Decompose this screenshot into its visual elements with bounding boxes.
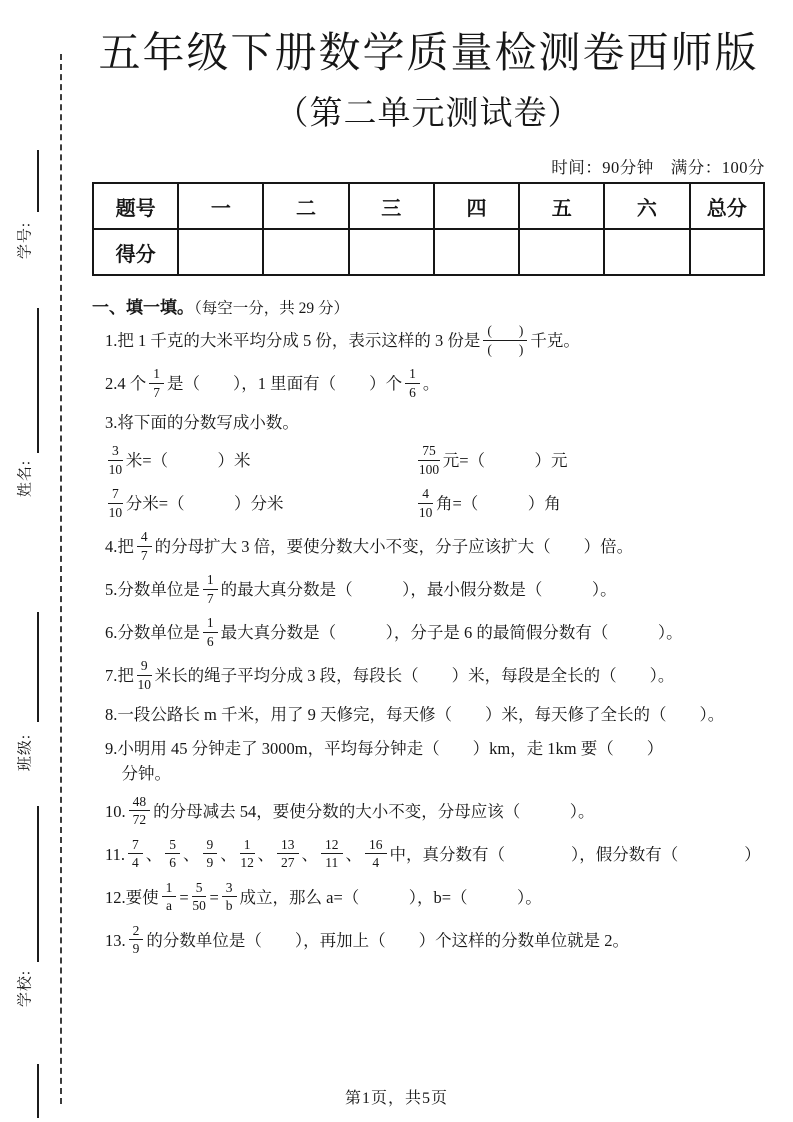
fraction — [418, 486, 433, 520]
score-table — [92, 182, 765, 276]
fraction — [129, 794, 151, 828]
score-table-header-cell: 一 — [178, 183, 263, 229]
page-subtitle: （第二单元测试卷） — [275, 95, 582, 132]
fraction-denominator: 12 — [240, 855, 254, 871]
fraction — [108, 443, 123, 477]
fraction-numerator: 12 — [321, 837, 343, 855]
student-id-label: 学号: — [17, 221, 34, 260]
fraction — [192, 880, 207, 914]
fraction-denominator: 72 — [132, 812, 147, 828]
fraction-numerator: 1 — [149, 366, 164, 384]
question-3 — [105, 411, 765, 436]
question-text: = — [209, 887, 219, 907]
question-text: 、 — [145, 844, 163, 864]
fraction — [165, 837, 180, 871]
question-4 — [105, 531, 765, 565]
fraction — [365, 837, 387, 871]
section-one-heading — [92, 293, 765, 318]
fraction-numerator: 1 — [162, 880, 177, 898]
fraction-denominator: 50 — [192, 898, 206, 914]
fraction — [203, 615, 218, 649]
question-text: 。 — [422, 374, 440, 394]
fraction-denominator: 10 — [108, 504, 123, 520]
fraction-numerator: 4 — [418, 486, 433, 504]
score-table-header-cell: 三 — [349, 183, 434, 229]
fraction-denominator: ( ) — [487, 341, 524, 357]
fraction-numerator: 7 — [108, 486, 123, 504]
score-table-header-cell: 二 — [263, 183, 348, 229]
question-text: 元=（ ）元 — [442, 451, 568, 470]
fraction-numerator: 9 — [203, 837, 218, 855]
fraction-numerator: 4 — [137, 529, 152, 547]
score-cell-empty — [604, 229, 689, 275]
question-text: 千克。 — [530, 331, 580, 351]
fraction-denominator: 10 — [418, 504, 433, 520]
fraction-denominator: 6 — [206, 633, 214, 649]
fraction — [240, 837, 255, 871]
fraction-denominator: 7 — [140, 547, 148, 563]
page-number-footer: 第1页，共5页 — [344, 1090, 448, 1107]
section-note: （每空一分，共 29 分） — [194, 300, 350, 318]
question-text: 、 — [345, 844, 363, 864]
score-table-header-cell: 五 — [519, 183, 604, 229]
question-text: 7.把 — [105, 666, 134, 686]
question-text: 1.把 1 千克的大米平均分成 5 份，表示这样的 3 份是 — [105, 331, 481, 351]
question-text: 米长的绳子平均分成 3 段，每段长（ ）米，每段是全长的（ ）。 — [154, 666, 675, 686]
fraction — [277, 837, 299, 871]
question-text: 中，真分数有（ ），假分数有（ ） — [389, 844, 761, 864]
question-9 — [105, 737, 765, 787]
question-text: 、 — [220, 844, 237, 864]
name-label: 姓名: — [17, 459, 34, 498]
question-text: 2.4 个 — [105, 374, 147, 394]
question-text: 3.将下面的分数写成小数。 — [105, 413, 299, 433]
score-table-header-cell: 题号 — [93, 183, 178, 229]
fraction-numerator: 75 — [418, 443, 440, 461]
score-cell-empty — [434, 229, 519, 275]
question-3-row2 — [105, 488, 765, 522]
fraction — [321, 837, 343, 871]
fraction-denominator: 10 — [137, 676, 151, 692]
class-write-line — [37, 612, 39, 722]
question-10 — [105, 793, 765, 830]
fraction-numerator: 1 — [240, 837, 255, 855]
fraction-numerator: 5 — [165, 837, 180, 855]
question-text: 分钟。 — [105, 763, 171, 783]
question-text: 6.分数单位是 — [105, 623, 200, 643]
section-title: 一、填一填。 — [92, 298, 194, 318]
question-text: 8.一段公路长 m 千米，用了 9 天修完，每天修（ ）米，每天修了全长的（ ）。 — [105, 705, 725, 725]
fraction-denominator: a — [166, 898, 172, 914]
pair-right — [415, 445, 567, 479]
score-row-label: 得分 — [93, 229, 178, 275]
question-text: 米=（ ）米 — [125, 451, 251, 470]
question-text: 5.分数单位是 — [105, 580, 200, 600]
question-text: 12.要使 — [105, 887, 159, 907]
fraction — [418, 443, 440, 477]
fraction-denominator: 11 — [325, 855, 339, 871]
score-cell-empty — [263, 229, 348, 275]
fraction-numerator: 48 — [129, 794, 151, 812]
fraction-denominator: 27 — [281, 855, 295, 871]
question-text: 10. — [105, 801, 126, 821]
fraction-denominator: 6 — [169, 855, 177, 871]
fraction-numerator: 2 — [129, 923, 144, 941]
fraction — [162, 880, 177, 914]
fraction — [149, 366, 164, 400]
question-text: 分米=（ ）分米 — [125, 494, 284, 514]
question-text: = — [179, 887, 189, 907]
fraction-numerator: 9 — [137, 658, 152, 676]
fraction-denominator: 4 — [132, 855, 139, 871]
question-1 — [105, 325, 765, 359]
question-text: 是（ ），1 里面有（ ）个 — [167, 374, 403, 394]
question-text: 角=（ ）角 — [435, 494, 561, 514]
fraction — [129, 923, 144, 957]
question-7 — [105, 660, 765, 694]
question-12 — [105, 879, 765, 916]
question-text: 最大真分数是（ ），分子是 6 的最简假分数有（ ）。 — [220, 623, 683, 643]
question-text: 4.把 — [105, 537, 134, 557]
fraction — [222, 880, 237, 914]
fraction-numerator: 5 — [192, 880, 207, 898]
fraction-denominator: 4 — [372, 855, 380, 871]
question-13 — [105, 922, 765, 959]
fraction — [137, 529, 152, 563]
fraction-denominator: 100 — [418, 461, 440, 477]
name-write-line — [37, 308, 39, 453]
question-text: 的最大真分数是（ ），最小假分数是（ ）。 — [220, 580, 617, 600]
school-label: 学校: — [17, 969, 34, 1008]
question-text: 、 — [257, 844, 275, 864]
fraction-denominator: 10 — [108, 461, 123, 477]
fraction-numerator: ( ) — [483, 323, 527, 341]
score-table-header-cell: 六 — [604, 183, 689, 229]
question-text: 、 — [301, 844, 319, 864]
score-table-score-row — [93, 229, 764, 275]
question-text: 成立，那么 a=（ ），b=（ ）。 — [239, 887, 542, 907]
pair-left — [105, 445, 415, 479]
fraction — [108, 486, 123, 520]
question-8 — [105, 703, 765, 728]
score-cell-empty — [349, 229, 434, 275]
student-id-write-line — [37, 150, 39, 212]
class-label: 班级: — [17, 733, 34, 772]
question-text: 9.小明用 45 分钟走了 3000m，平均每分钟走（ ）km，走 1km 要（ ） — [105, 739, 664, 759]
pair-left — [105, 488, 415, 522]
question-2 — [105, 368, 765, 402]
question-11 — [105, 836, 765, 873]
score-cell-empty — [690, 229, 764, 275]
fraction-numerator: 3 — [222, 880, 237, 898]
fraction-numerator: 1 — [203, 615, 218, 633]
question-text: 的分母扩大 3 倍，要使分数大小不变，分子应该扩大（ ）倍。 — [154, 537, 634, 557]
question-text: 、 — [183, 844, 200, 864]
question-text: 的分数单位是（ ），再加上（ ）个这样的分数单位就是 2。 — [146, 930, 629, 950]
question-6 — [105, 617, 765, 651]
fraction-denominator: 9 — [206, 855, 214, 871]
question-text: 13. — [105, 930, 126, 950]
fraction-numerator: 13 — [277, 837, 299, 855]
fraction-numerator: 16 — [365, 837, 387, 855]
fraction — [483, 323, 527, 357]
fraction-numerator: 1 — [405, 366, 420, 384]
fraction — [405, 366, 420, 400]
question-5 — [105, 574, 765, 608]
question-3-row1 — [105, 445, 765, 479]
time-and-score-info: 时间：90分钟 满分：100分 — [551, 158, 765, 178]
fraction-denominator: 7 — [206, 590, 214, 606]
fraction-numerator: 7 — [128, 837, 143, 855]
fraction — [137, 658, 152, 692]
score-cell-empty — [178, 229, 263, 275]
score-cell-empty — [519, 229, 604, 275]
binding-cut-line — [60, 54, 62, 1104]
fraction-numerator: 3 — [108, 443, 123, 461]
score-table-header-cell: 四 — [434, 183, 519, 229]
questions — [92, 325, 765, 958]
fraction-denominator: 7 — [153, 384, 160, 400]
question-text: 11. — [105, 844, 126, 864]
page-title: 五年级下册数学质量检测卷西师版 — [98, 31, 759, 77]
fraction — [203, 837, 218, 871]
fraction-denominator: 6 — [409, 384, 416, 400]
school-write-line — [37, 806, 39, 962]
question-text: 的分母减去 54，要使分数的大小不变，分母应该（ ）。 — [153, 801, 595, 821]
fraction-denominator: b — [225, 898, 233, 914]
fraction-denominator: 9 — [132, 941, 140, 957]
content-column — [92, 0, 765, 959]
pair-right — [415, 488, 561, 522]
fraction-numerator: 1 — [203, 572, 218, 590]
fraction — [203, 572, 218, 606]
score-table-header-row — [93, 183, 764, 229]
score-table-header-cell: 总分 — [690, 183, 764, 229]
fraction — [128, 837, 143, 871]
